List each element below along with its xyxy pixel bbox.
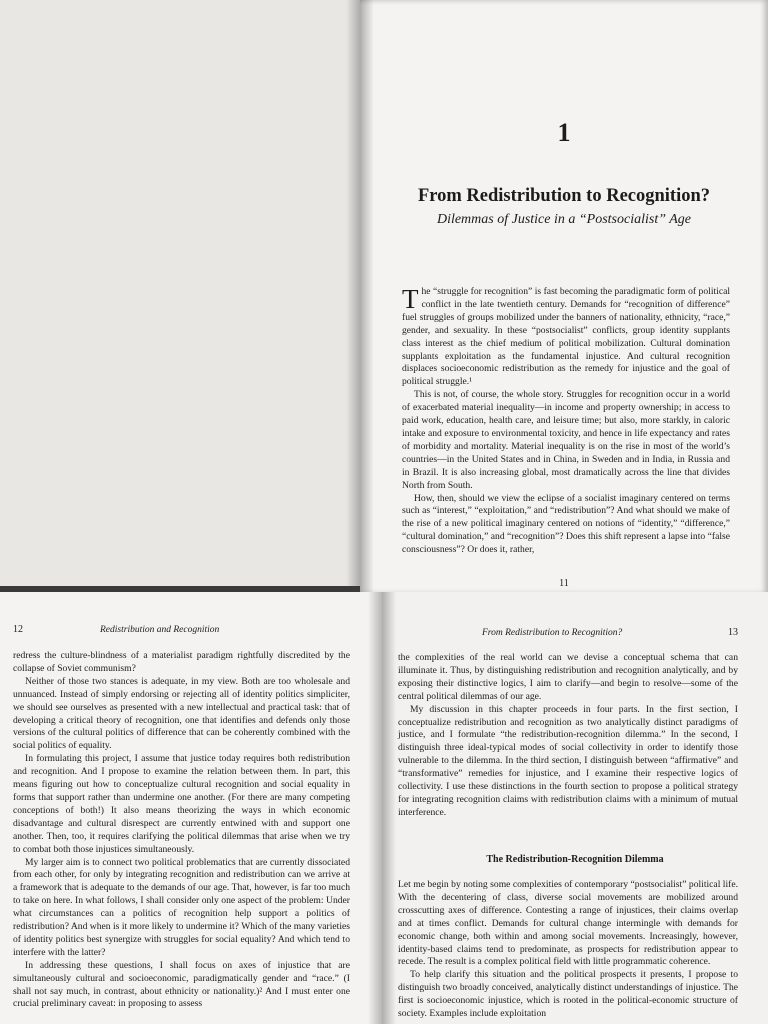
gutter-shadow bbox=[382, 592, 396, 1024]
gutter-shadow bbox=[360, 0, 374, 594]
drop-cap: T bbox=[402, 284, 419, 314]
page-body-bottom bbox=[398, 879, 738, 1021]
page-top-left-blank bbox=[0, 0, 360, 586]
page-body-top bbox=[398, 652, 738, 820]
page-body bbox=[13, 650, 350, 1011]
chapter-body bbox=[402, 286, 730, 557]
paragraph-text: he “struggle for recognition” is fast becoming the paradigmatic form of political conflict in the late twentieth century. Demands for “recognition of difference” fuel struggles of groups mobilized under the banners of nationality, ethnicity, “race,” gender, and sexuality. In these “postsocialist” conflicts, group identity supplants class interest as the chief medium of political mobilization. Cultural domination supplants exploitation as the fundamental injustice. And cultural recognition displaces socioeconomic redistribution as the remedy for injustice and the goal of political struggle.¹ bbox=[402, 286, 730, 388]
page-chapter-opening bbox=[360, 0, 768, 594]
paragraph: Let me begin by noting some complexities of contemporary “postsocialist” political life. With the decentering of class, diverse social movements are mobilized around crosscutting axes of difference. Contesting a range of injustices, their claims overlap and at times conflict. Demands for cultural change intermingle with demands for economic change, both within and among social movements. Increasingly, however, identity-based claims tend to predominate, as prospects for redistribution appear to recede. The result is a complex political field with little programmatic coherence. bbox=[398, 879, 738, 968]
paragraph: the complexities of the real world can we devise a conceptual schema that can illuminate it. Thus, by distinguishing redistribution and recognition analytically, and by exposing their distinctive logics, I aim to clarify—and begin to resolve—some of the central political dilemmas of our age. bbox=[398, 652, 738, 702]
paragraph: My larger aim is to connect two political problematics that are currently dissociated from each other, for only by integrating recognition and redistribution can we arrive at a framework that is adequate to the demands of our age. That, however, is far too much to take on here. In what follows, I shall consider only one aspect of the problem: Under what circumstances can a politics of recognition help support a politics of redistribution? And when is it more likely to undermine it? Which of the many varieties of identity politics best synergize with struggles for social equality? And which tend to interfere with the latter? bbox=[13, 856, 350, 958]
running-head: From Redistribution to Recognition? bbox=[482, 628, 623, 638]
page-number: 13 bbox=[728, 627, 738, 638]
paragraph: How, then, should we view the eclipse of a socialist imaginary centered on terms such as “interest,” “exploitation,” and “redistribution”? And what should we make of the rise of a new political imaginary centered on notions of “identity,” “difference,” “cultural domination,” and “recognition”? Does this shift represent a lapse into “false consciousness”? Or does it, rather, bbox=[402, 492, 730, 556]
page-number: 11 bbox=[559, 578, 569, 589]
chapter-title: From Redistribution to Recognition? bbox=[417, 186, 711, 206]
chapter-subtitle: Dilemmas of Justice in a “Postsocialist” Age bbox=[436, 212, 692, 227]
page-number: 12 bbox=[13, 624, 23, 635]
paragraph bbox=[402, 286, 730, 389]
gutter-shadow bbox=[346, 0, 360, 586]
paragraph: In addressing these questions, I shall focus on axes of injustice that are simultaneously cultural and socioeconomic, paradigmatically gender and “race.” (I shall not say much, in contrast, about ethnicity or nationality.)² And I must enter one crucial preliminary caveat: in proposing to assess bbox=[13, 959, 350, 1010]
paragraph: redress the culture-blindness of a materialist paradigm rightfully discredited by the collapse of Soviet communism? bbox=[13, 650, 350, 674]
running-head: Redistribution and Recognition bbox=[100, 625, 220, 635]
page-13 bbox=[382, 592, 768, 1024]
chapter-number: 1 bbox=[557, 118, 571, 147]
paragraph: To help clarify this situation and the political prospects it presents, I propose to distinguish two broadly conceived, analytically distinct understandings of injustice. The first is socioeconomic injustice, which is rooted in the political-economic structure of society. Examples include exploitation bbox=[398, 969, 738, 1020]
paragraph: Neither of those two stances is adequate, in my view. Both are too wholesale and unnuanced. Instead of simply endorsing or rejecting all of identity politics simpliciter, we should see ourselves as presented with a new intellectual and practical task: that of developing a critical theory of recognition, one that identifies and defends only those versions of the cultural politics of difference that can be coherently combined with the social politics of equality. bbox=[13, 675, 350, 752]
page-12 bbox=[0, 592, 382, 1024]
gutter-shadow bbox=[368, 592, 382, 1024]
paragraph: My discussion in this chapter proceeds in four parts. In the first section, I conceptualize redistribution and recognition as two analytically distinct paradigms of justice, and I formulate “the redistribution-recognition dilemma.” In the second, I distinguish three ideal-typical modes of social collectivity in order to identify those vulnerable to the dilemma. In the third section, I distinguish between “affirmative” and “transformative” remedies for injustice, and I examine their respective logics of collectivity. I use these distinctions in the fourth section to propose a political strategy for integrating recognition claims with redistribution claims with a minimum of mutual interference. bbox=[398, 703, 738, 818]
section-heading: The Redistribution-Recognition Dilemma bbox=[486, 854, 664, 865]
paragraph: This is not, of course, the whole story. Struggles for recognition occur in a world of exacerbated material inequality—in income and property ownership; in access to paid work, education, health care, and leisure time; but also, more starkly, in caloric intake and exposure to environmental toxicity, and hence in life expectancy and rates of morbidity and mortality. Material inequality is on the rise in most of the world’s countries—in the United States and in China, in Sweden and in India, in Russia and in Brazil. It is also increasing global, most dramatically across the line that divides North from South. bbox=[402, 389, 730, 491]
paragraph: In formulating this project, I assume that justice today requires both redistribution and recognition. And I propose to examine the relation between them. In part, this means figuring out how to conceptualize cultural recognition and social equality in forms that support rather than undermine one another. (For there are many competing conceptions of both!) It also means theorizing the ways in which economic disadvantage and cultural disrespect are currently entwined with and support one another. Then, too, it requires clarifying the political dilemmas that arise when we try to combat both those injustices simultaneously. bbox=[13, 753, 350, 855]
